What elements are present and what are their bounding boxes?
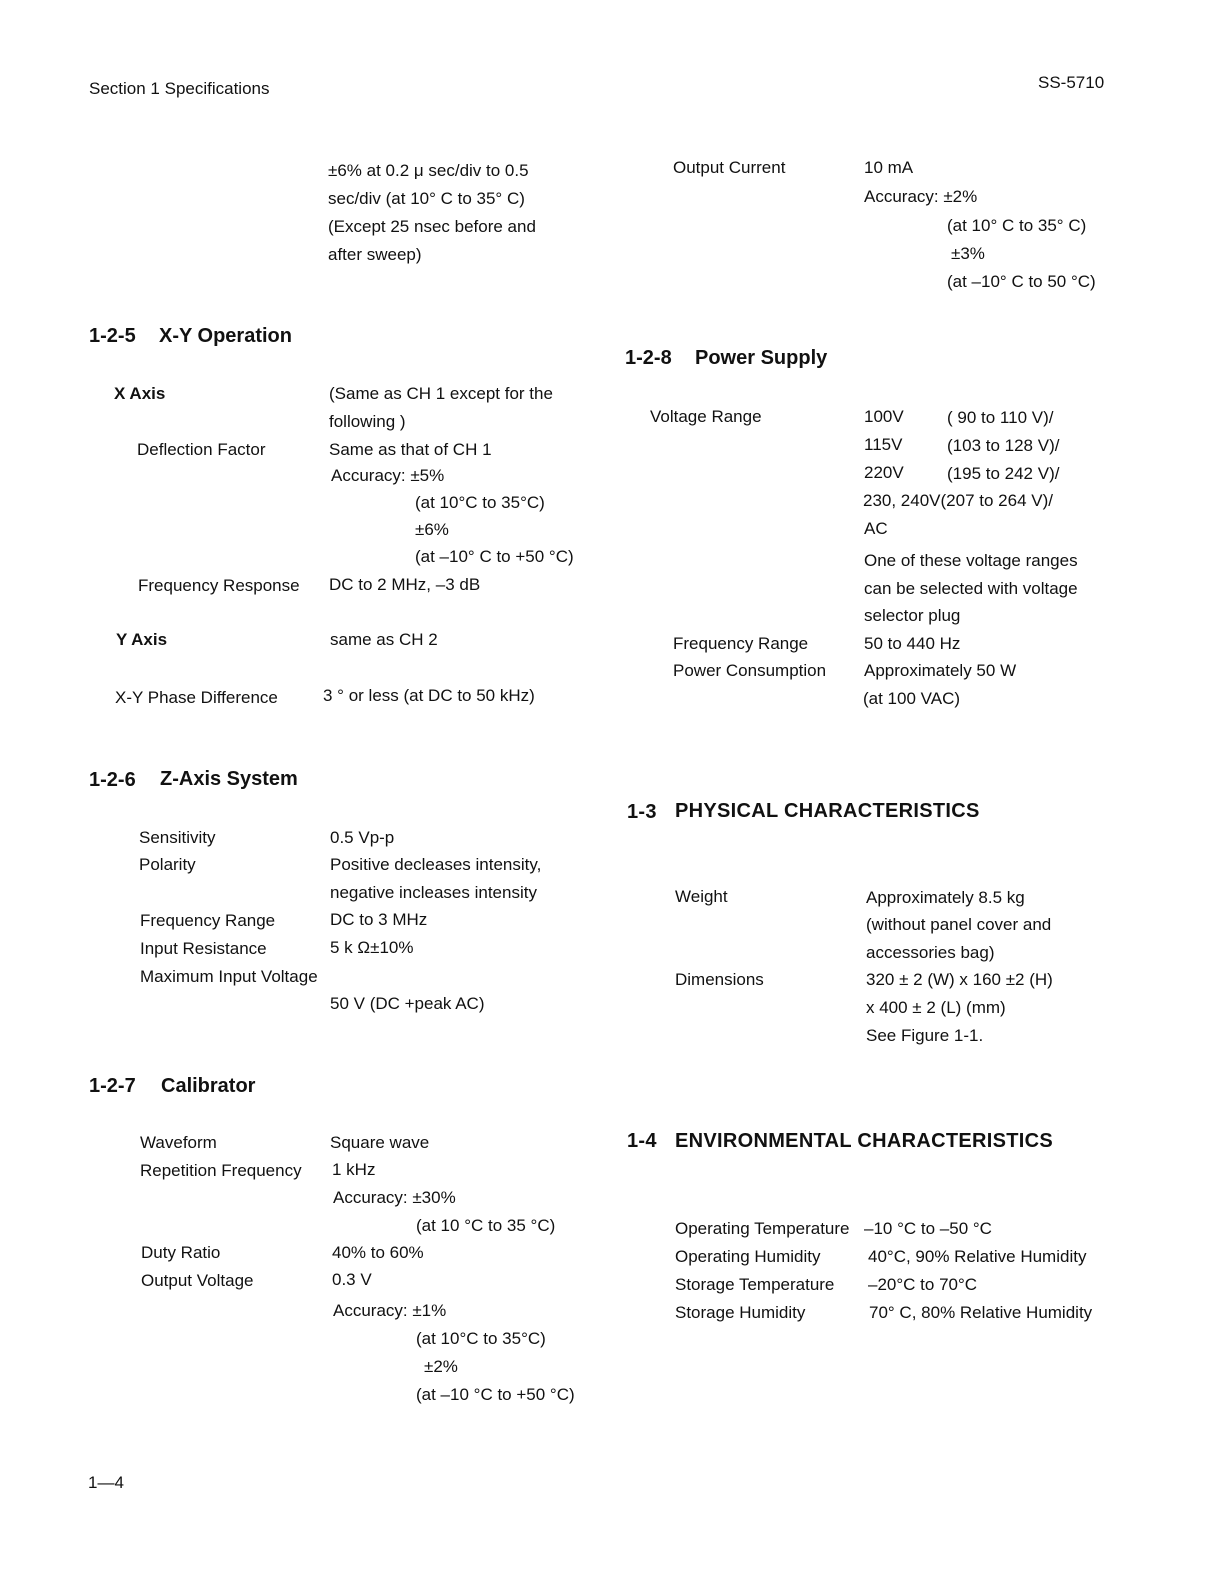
environment-value: –10 °C to –50 °C <box>864 1219 992 1238</box>
section-heading: X-Y Operation <box>159 325 292 347</box>
sensitivity-label: Sensitivity <box>139 828 216 847</box>
deflection-accuracy: Accuracy: ±5% <box>331 466 445 485</box>
output-current-value: 10 mA <box>864 158 914 177</box>
weight-value: accessories bag) <box>866 943 995 962</box>
output-current-label: Output Current <box>673 158 786 177</box>
output-current-accuracy-range-2: (at –10° C to 50 °C) <box>947 272 1096 291</box>
output-voltage-accuracy-range: (at 10°C to 35°C) <box>416 1329 546 1348</box>
y-axis-label: Y Axis <box>116 630 168 649</box>
section-heading: ENVIRONMENTAL CHARACTERISTICS <box>675 1130 1053 1152</box>
output-voltage-accuracy-2: ±2% <box>424 1357 458 1376</box>
deflection-factor-value: Same as that of CH 1 <box>329 440 492 459</box>
voltage-range-value: ( 90 to 110 V)/ <box>947 408 1054 427</box>
power-frequency-range-label: Frequency Range <box>673 634 809 653</box>
deflection-accuracy-range-2: (at –10° C to +50 °C) <box>415 547 574 566</box>
environment-value: 70° C, 80% Relative Humidity <box>869 1303 1093 1322</box>
sensitivity-value: 0.5 Vp-p <box>330 828 395 847</box>
phase-difference-label: X-Y Phase Difference <box>115 688 278 707</box>
dimensions-value: See Figure 1-1. <box>866 1026 984 1045</box>
dimensions-value: 320 ± 2 (W) x 160 ±2 (H) <box>866 970 1053 989</box>
power-consumption-note: (at 100 VAC) <box>863 689 961 708</box>
voltage-value: 220V <box>864 463 904 482</box>
environment-label: Storage Temperature <box>675 1275 835 1294</box>
section-title: Section 1 Specifications <box>89 79 270 98</box>
repetition-frequency-range: (at 10 °C to 35 °C) <box>416 1216 556 1235</box>
section-heading: Z-Axis System <box>160 768 298 790</box>
voltage-range-value: (195 to 242 V)/ <box>947 464 1060 483</box>
sweep-accuracy-line: ±6% at 0.2 μ sec/div to 0.5 <box>328 161 529 180</box>
environment-label: Storage Humidity <box>675 1303 806 1322</box>
voltage-value: 115V <box>864 435 903 454</box>
duty-ratio-label: Duty Ratio <box>141 1243 221 1262</box>
repetition-frequency-value: 1 kHz <box>332 1160 376 1179</box>
power-consumption-value: Approximately 50 W <box>864 661 1017 680</box>
section-heading: PHYSICAL CHARACTERISTICS <box>675 800 980 822</box>
x-axis-value: (Same as CH 1 except for the <box>329 384 553 403</box>
sweep-accuracy-line: sec/div (at 10° C to 35° C) <box>328 189 525 208</box>
section-number: 1-3 <box>627 801 657 823</box>
output-voltage-label: Output Voltage <box>141 1271 254 1290</box>
sweep-accuracy-line: after sweep) <box>328 245 422 264</box>
voltage-ac: AC <box>864 519 888 538</box>
output-voltage-accuracy: Accuracy: ±1% <box>333 1301 447 1320</box>
model-number: SS-5710 <box>1038 73 1105 92</box>
input-resistance-value: 5 k Ω±10% <box>330 938 414 957</box>
x-axis-label: X Axis <box>114 384 166 403</box>
polarity-value: Positive decleases intensity, <box>330 855 542 874</box>
frequency-response-label: Frequency Response <box>138 576 300 595</box>
environment-value: 40°C, 90% Relative Humidity <box>868 1247 1087 1266</box>
z-frequency-range-value: DC to 3 MHz <box>330 910 428 929</box>
deflection-factor-label: Deflection Factor <box>137 440 266 459</box>
section-number: 1-2-8 <box>625 347 672 369</box>
frequency-response-value: DC to 2 MHz, –3 dB <box>329 575 481 594</box>
waveform-label: Waveform <box>140 1133 217 1152</box>
z-frequency-range-label: Frequency Range <box>140 911 276 930</box>
output-current-accuracy-range: (at 10° C to 35° C) <box>947 216 1087 235</box>
voltage-combined: 230, 240V(207 to 264 V)/ <box>863 491 1053 510</box>
phase-difference-value: 3 ° or less (at DC to 50 kHz) <box>323 686 535 705</box>
voltage-note: can be selected with voltage <box>864 579 1078 598</box>
dimensions-label: Dimensions <box>675 970 764 989</box>
weight-value: Approximately 8.5 kg <box>866 888 1025 907</box>
section-number: 1-4 <box>627 1130 657 1152</box>
polarity-value: negative incleases intensity <box>330 883 537 902</box>
section-heading: Calibrator <box>161 1075 256 1097</box>
output-voltage-accuracy-range-2: (at –10 °C to +50 °C) <box>416 1385 575 1404</box>
polarity-label: Polarity <box>139 855 196 874</box>
x-axis-value: following ) <box>329 412 406 431</box>
repetition-frequency-accuracy: Accuracy: ±30% <box>333 1188 456 1207</box>
section-number: 1-2-7 <box>89 1075 136 1097</box>
section-heading: Power Supply <box>695 347 828 369</box>
output-voltage-value: 0.3 V <box>332 1270 372 1289</box>
power-frequency-range-value: 50 to 440 Hz <box>864 634 961 653</box>
environment-label: Operating Temperature <box>675 1219 850 1238</box>
waveform-value: Square wave <box>330 1133 430 1152</box>
power-consumption-label: Power Consumption <box>673 661 827 680</box>
y-axis-value: same as CH 2 <box>330 630 438 649</box>
sweep-accuracy-line: (Except 25 nsec before and <box>328 217 536 236</box>
max-input-voltage-label: Maximum Input Voltage <box>140 967 318 986</box>
weight-label: Weight <box>675 887 728 906</box>
voltage-note: One of these voltage ranges <box>864 551 1078 570</box>
input-resistance-label: Input Resistance <box>140 939 267 958</box>
deflection-accuracy-2: ±6% <box>415 520 449 539</box>
environment-value: –20°C to 70°C <box>868 1275 978 1294</box>
voltage-range-value: (103 to 128 V)/ <box>947 436 1060 455</box>
max-input-voltage-value: 50 V (DC +peak AC) <box>330 994 485 1013</box>
deflection-accuracy-range: (at 10°C to 35°C) <box>415 493 545 512</box>
voltage-value: 100V <box>864 407 904 426</box>
duty-ratio-value: 40% to 60% <box>332 1243 424 1262</box>
repetition-frequency-label: Repetition Frequency <box>140 1161 302 1180</box>
voltage-range-label: Voltage Range <box>650 407 762 426</box>
dimensions-value: x 400 ± 2 (L) (mm) <box>866 998 1006 1017</box>
output-current-accuracy: Accuracy: ±2% <box>864 187 978 206</box>
voltage-note: selector plug <box>864 606 961 625</box>
environment-label: Operating Humidity <box>675 1247 821 1266</box>
output-current-accuracy-2: ±3% <box>951 244 985 263</box>
page-number: 1—4 <box>88 1473 124 1492</box>
section-number: 1-2-5 <box>89 325 136 347</box>
weight-value: (without panel cover and <box>866 915 1052 934</box>
section-number: 1-2-6 <box>89 769 136 791</box>
